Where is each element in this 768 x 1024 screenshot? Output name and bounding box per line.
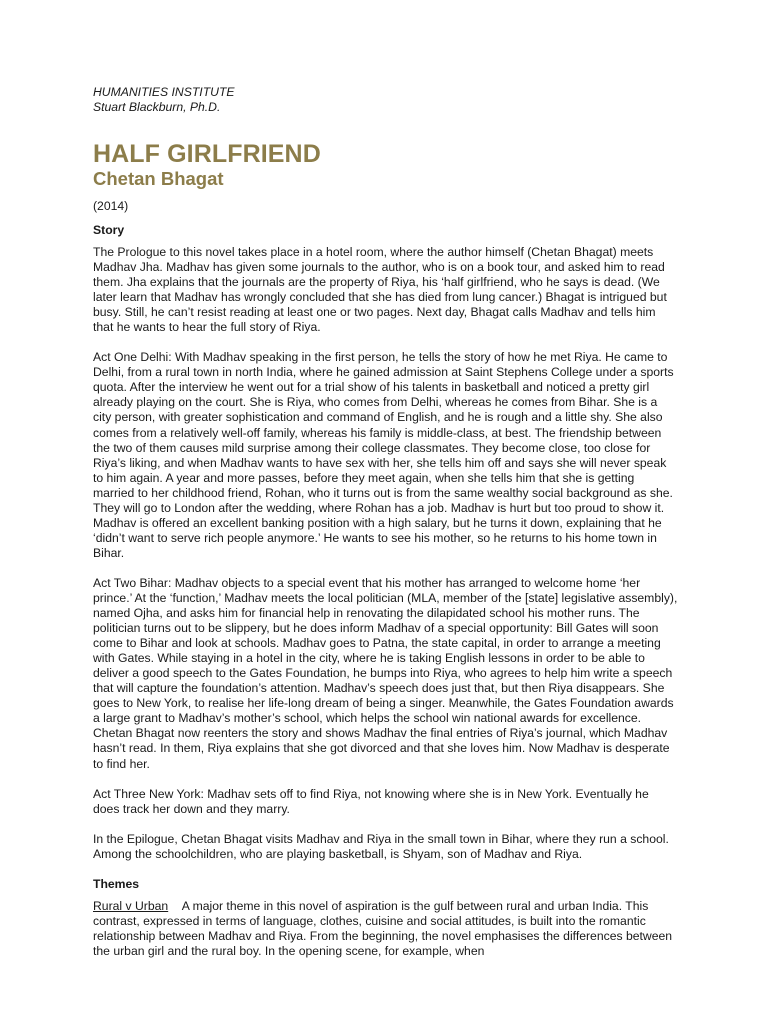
rural-urban-paragraph	[93, 899, 678, 959]
rural-urban-text: A major theme in this novel of aspiration is the gulf between rural and urban India. This contrast, expressed in terms of language, clothes, cuisine and social attitudes, is built into the romantic relationship between Madhav and Riya. From the beginning, the novel emphasises the differences between the urban girl and the rural boy. In the opening scene, for example, when	[93, 898, 673, 958]
publication-year: (2014)	[93, 199, 129, 213]
rural-urban-label: Rural v Urban	[93, 898, 169, 913]
institute-name: HUMANITIES INSTITUTE	[93, 85, 235, 99]
story-heading: Story	[93, 223, 125, 237]
epilogue-paragraph: In the Epilogue, Chetan Bhagat visits Madhav and Riya in the small town in Bihar, where they run a school. Among the schoolchildren, who are playing basketball, is Shyam, son of Madhav and Riya.	[93, 831, 669, 861]
themes-heading: Themes	[93, 876, 140, 891]
document-page	[93, 85, 678, 959]
book-author: Chetan Bhagat	[93, 168, 224, 189]
act-two-paragraph: Act Two Bihar: Madhav objects to a special event that his mother has arranged to welcome home ‘her prince.’ At the ‘function,’ Madhav meets the local politician (MLA, member of the [state] legislative assembly), named Ojha, and asks him for financial help in renovating the dilapidated school his mother runs. The politician turns out to be slippery, but he does inform Madhav of a special opportunity: Bill Gates will soon come to Bihar and look at schools. Madhav goes to Patna, the state capital, in order to arrange a meeting with Gates. While staying in a hotel in the city, where he is taking English lessons in order to be able to deliver a good speech to the Gates Foundation, he bumps into Riya, who agrees to help him write a speech that will capture the foundation’s attention. Madhav’s speech does just that, but then Riya disappears. She goes to New York, to realise her life-long dream of being a singer. Meanwhile, the Gates Foundation awards a large grant to Madhav’s mother’s school, which helps the school win national awards for excellence. Chetan Bhagat now reenters the story and shows Madhav the final entries of Riya’s journal, which Madhav hasn’t read. In them, Riya explains that she got divorced and that she loves him. Now Madhav is desperate to find her.	[93, 575, 678, 771]
author-credit: Stuart Blackburn, Ph.D.	[93, 100, 221, 114]
act-one-paragraph: Act One Delhi: With Madhav speaking in the first person, he tells the story of how he met Riya. He came to Delhi, from a rural town in north India, where he gained admission at Saint Stephens College under a sports quota. After the interview he went out for a trial show of his talents in basketball and noticed a pretty girl already playing on the court. She is Riya, who comes from Delhi, whereas he comes from Bihar. She is a city person, with greater sophistication and command of English, and he is rough and a little shy. She also comes from a relatively well-off family, whereas his family is middle-class, at best. The friendship between the two of them causes mild surprise among their college classmates. They become close, too close for Riya’s liking, and when Madhav wants to have sex with her, she tells him off and says she will never speak to him again. A year and more passes, before they meet again, when she tells him that she is getting married to her childhood friend, Rohan, who it turns out is from the same wealthy social background as she. They will go to London after the wedding, where Rohan has a job. Madhav is hurt but too proud to show it. Madhav is offered an excellent banking position with a high salary, but he turns it down, explaining that he ‘didn’t want to serve rich people anymore.’ He wants to see his mother, so he returns to his home town in Bihar.	[93, 350, 674, 560]
act-three-paragraph: Act Three New York: Madhav sets off to find Riya, not knowing where she is in New York. Eventually he does track her down and they marry.	[93, 786, 649, 816]
prologue-paragraph: The Prologue to this novel takes place in a hotel room, where the author himself (Chetan Bhagat) meets Madhav Jha. Madhav has given some journals to the author, who is on a book tour, and asked him to read them. Jha explains that the journals are the property of Riya, his ‘half girlfriend, who he says is dead. (We later learn that Madhav has wrongly concluded that she has died from lung cancer.) Bhagat is intrigued but busy. Still, he can’t resist reading at least one or two pages. Next day, Bhagat calls Madhav and tells him that he wants to hear the full story of Riya.	[93, 245, 667, 335]
book-title: HALF GIRLFRIEND	[93, 140, 321, 168]
